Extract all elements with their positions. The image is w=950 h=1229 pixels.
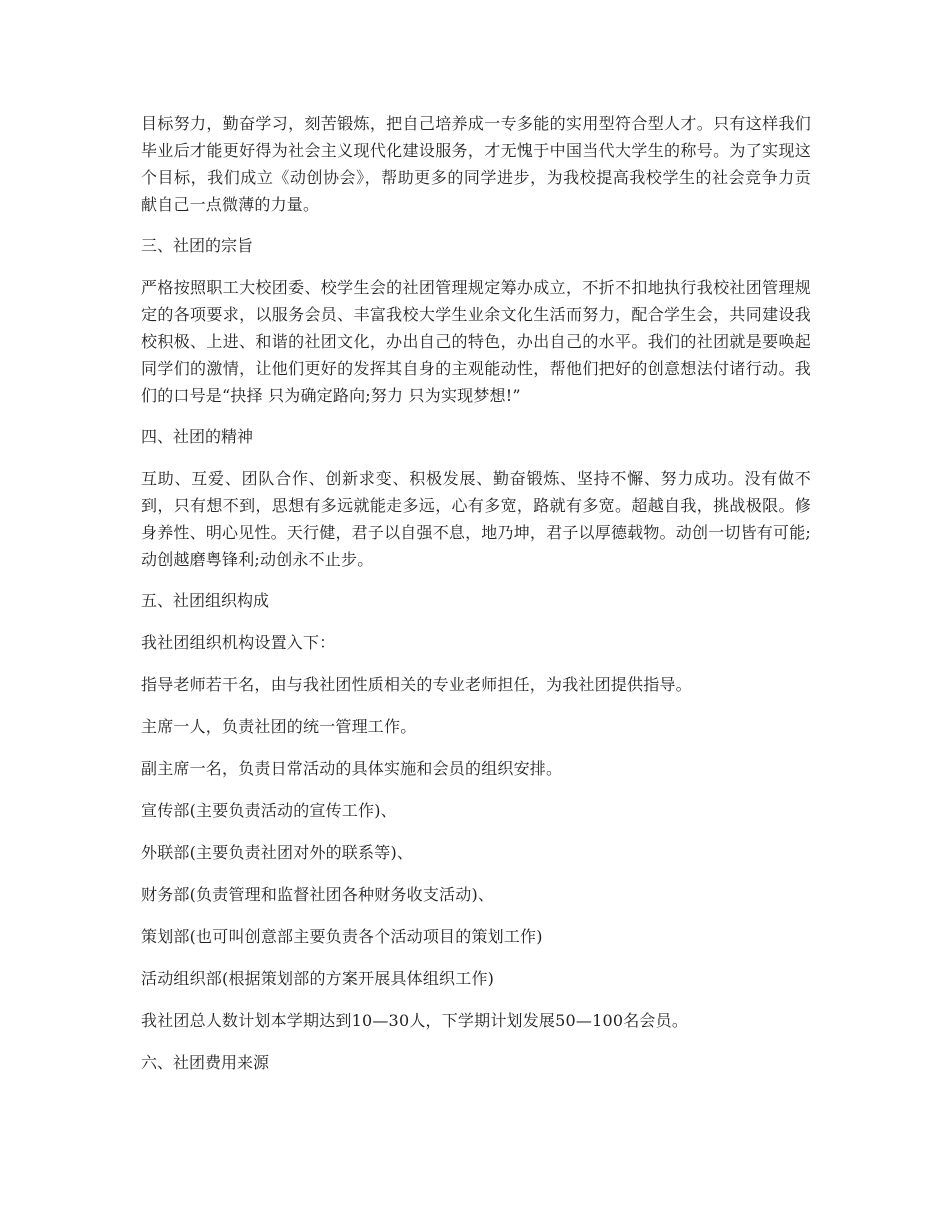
paragraph-spirit: 互助、互爱、团队合作、创新求变、积极发展、勤奋锻炼、坚持不懈、努力成功。没有做不到，只有想不到，思想有多远就能走多远，心有多宽，路就有多宽。超越自我，挑战极限。修身养性、明心见性。天行健，君子以自强不息，地乃坤，君子以厚德载物。动创一切皆有可能;动创越磨粤锋利;动创永不止步。 <box>141 469 811 569</box>
org-chair-line: 主席一人，负责社团的统一管理工作。 <box>141 717 417 736</box>
org-finance-dept-line: 财务部(负责管理和监督社团各种财务收支活动)、 <box>141 885 495 904</box>
paragraph-purpose: 严格按照职工大校团委、校学生会的社团管理规定筹办成立，不折不扣地执行我校社团管理规定的各项要求，以服务会员、丰富我校大学生业余文化生活而努力，配合学生会，共同建设我校积极、上进、和谐的社团文化，办出自己的特色，办出自己的水平。我们的社团就是要唤起同学们的激情，让他们更好的发挥其自身的主观能动性，帮他们把好的创意想法付诸行动。我们的口号是“抉择 只为确定路向;努力 只为实现梦想!” <box>141 278 811 405</box>
org-publicity-dept-line: 宣传部(主要负责活动的宣传工作)、 <box>141 801 397 820</box>
section-heading-purpose: 三、社团的宗旨 <box>141 236 254 255</box>
org-intro-line: 我社团组织机构设置入下： <box>141 633 336 652</box>
document-body <box>141 110 811 1091</box>
org-membership-plan-line: 我社团总人数计划本学期达到10—30人，下学期计划发展50—100名会员。 <box>141 1011 689 1030</box>
section-heading-funding: 六、社团费用来源 <box>141 1053 270 1072</box>
org-planning-dept-line: 策划部(也可叫创意部主要负责各个活动项目的策划工作) <box>141 927 543 946</box>
section-heading-organization: 五、社团组织构成 <box>141 591 270 610</box>
paragraph-goal: 目标努力，勤奋学习，刻苦锻炼，把自己培养成一专多能的实用型符合型人才。只有这样我们毕业后才能更好得为社会主义现代化建设服务，才无愧于中国当代大学生的称号。为了实现这个目标，我们成立《动创协会》，帮助更多的同学进步，为我校提高我校学生的社会竞争力贡献自己一点微薄的力量。 <box>141 114 811 214</box>
org-activity-dept-line: 活动组织部(根据策划部的方案开展具体组织工作) <box>141 969 495 988</box>
org-vice-chair-line: 副主席一名，负责日常活动的具体实施和会员的组织安排。 <box>141 759 563 778</box>
section-heading-spirit: 四、社团的精神 <box>141 427 254 446</box>
org-advisor-line: 指导老师若干名，由与我社团性质相关的专业老师担任，为我社团提供指导。 <box>141 675 692 694</box>
org-liaison-dept-line: 外联部(主要负责社团对外的联系等)、 <box>141 843 414 862</box>
